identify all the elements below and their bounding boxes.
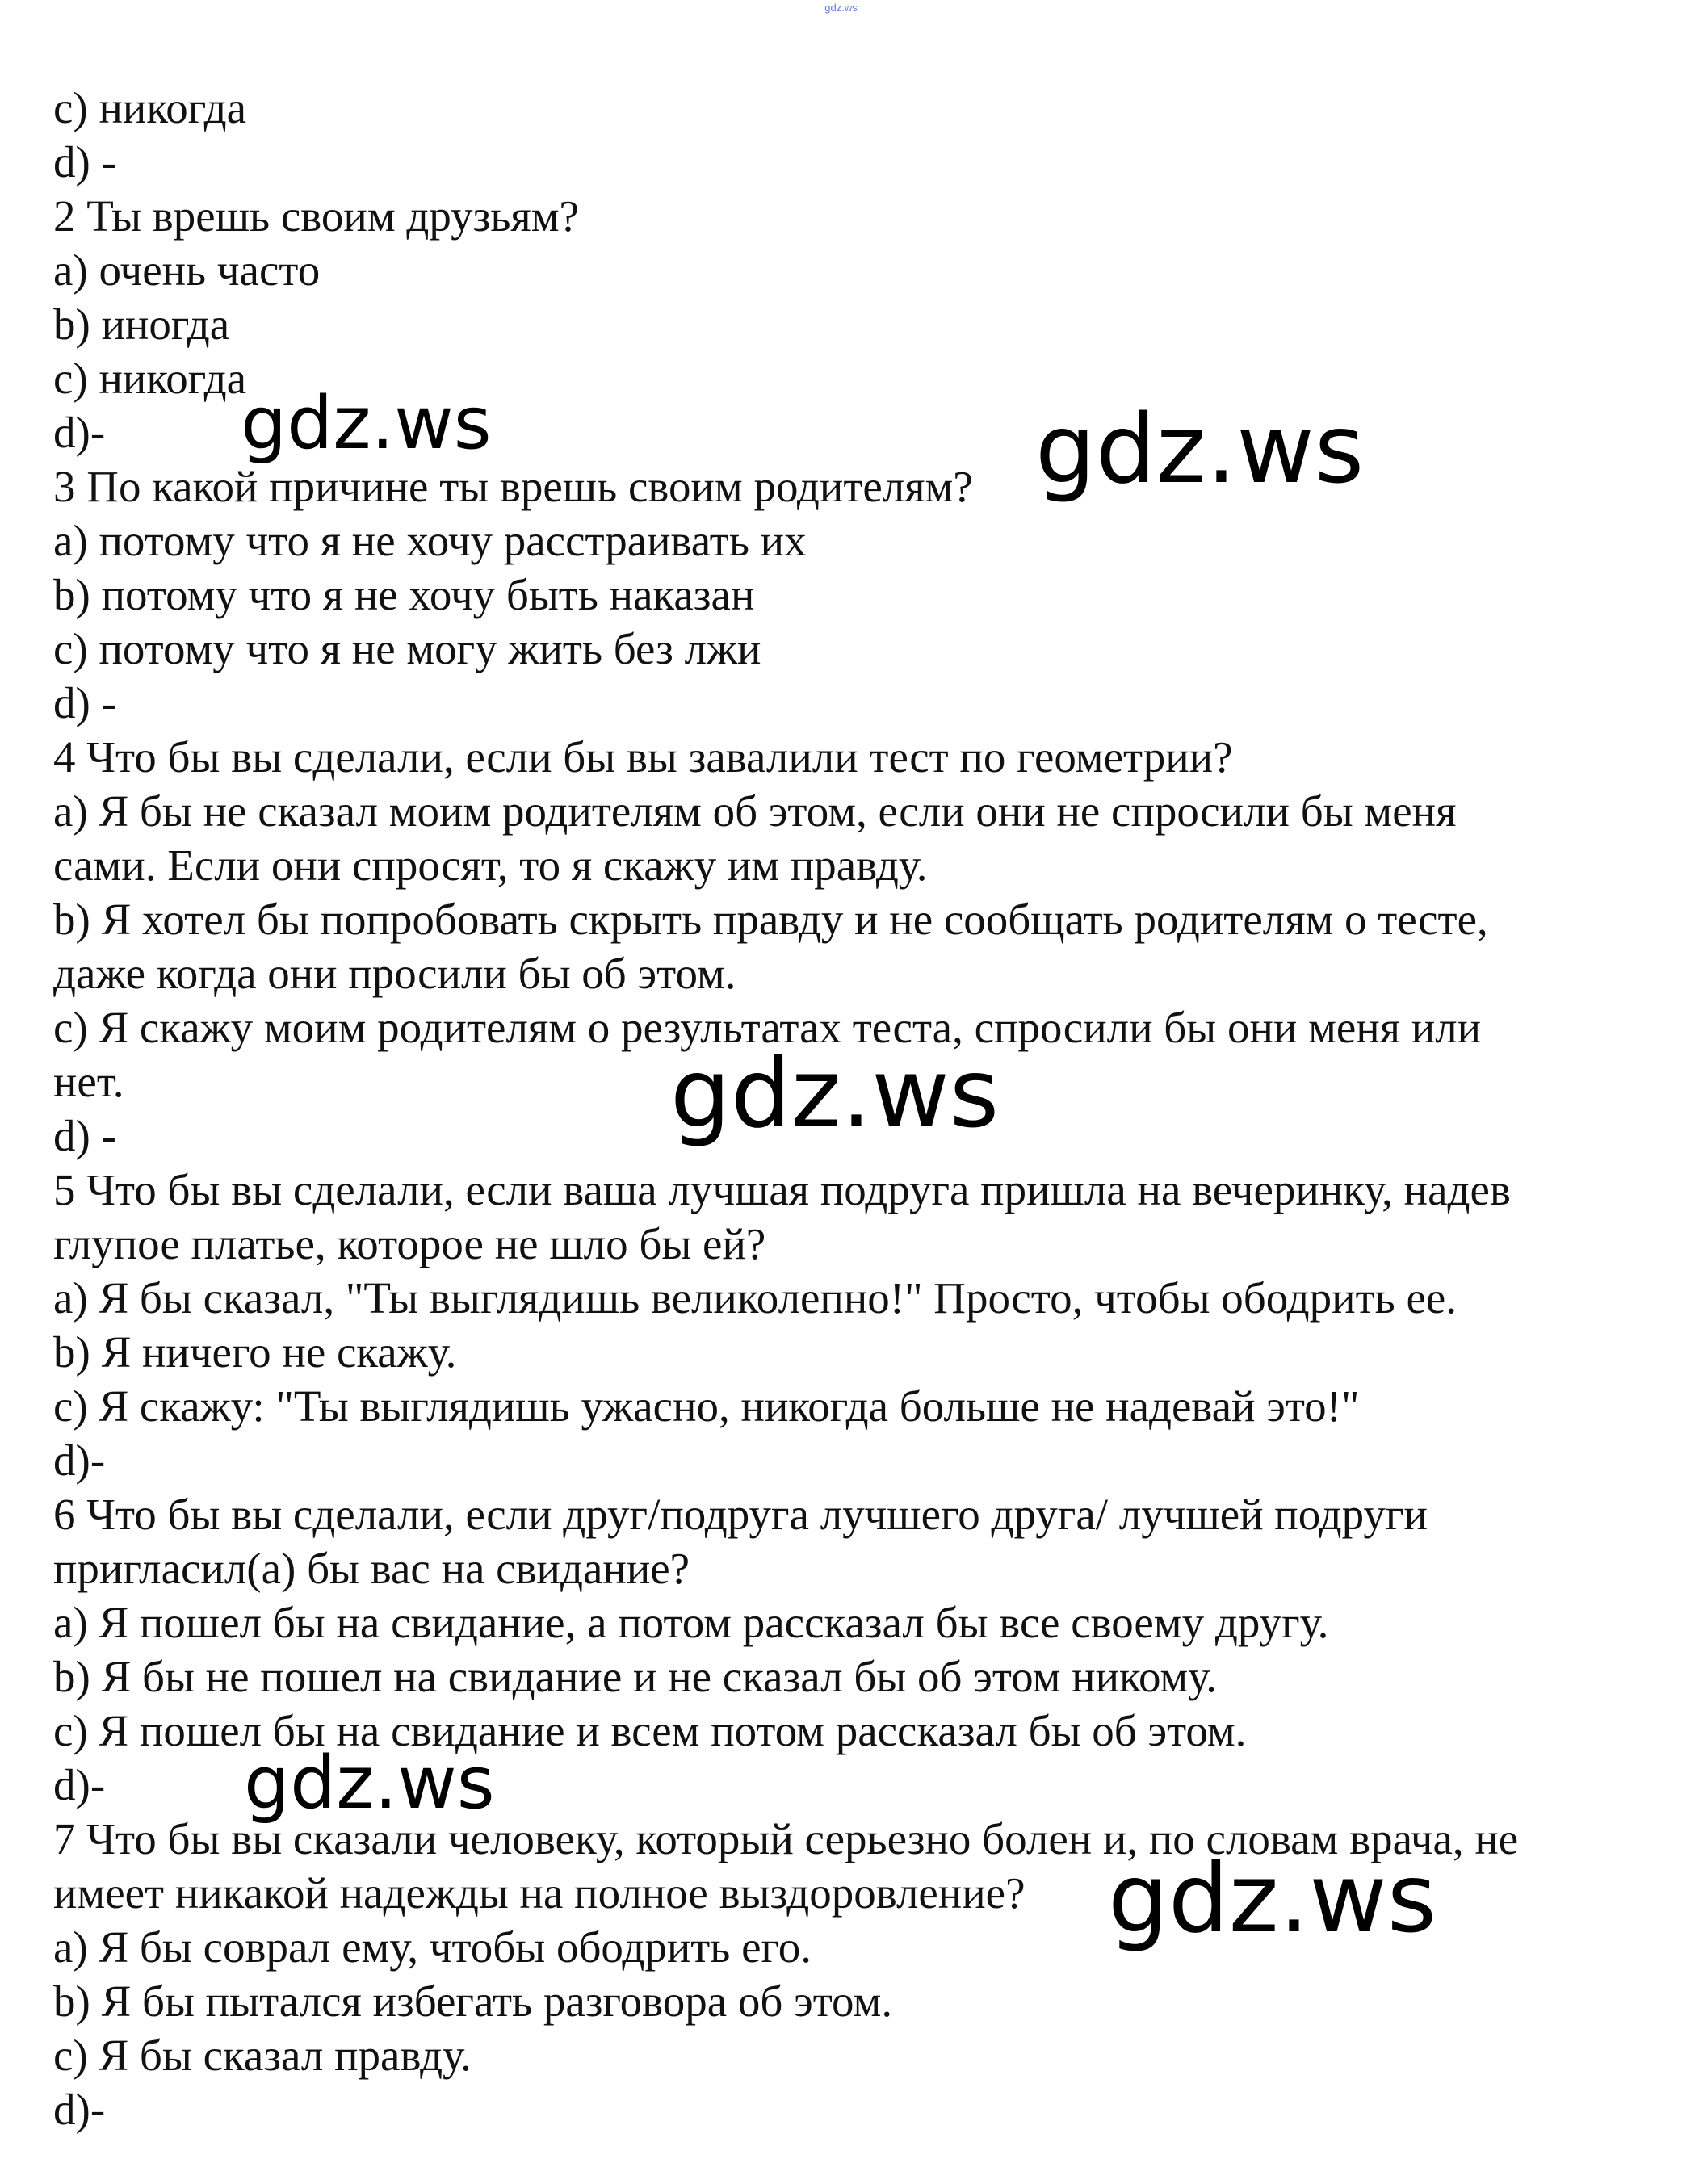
question-line: имеет никакой надежды на полное выздоровление?	[53, 1868, 1026, 1918]
answer-line: c) Я пошел бы на свидание и всем потом рассказал бы об этом.	[53, 1706, 1247, 1755]
watermark-logo: gdz.ws	[241, 381, 492, 466]
answer-line: a) очень часто	[53, 245, 321, 295]
question-line: 7 Что бы вы сказали человеку, который серьезно болен и, по словам врача, не	[53, 1814, 1519, 1863]
question-line: глупое платье, которое не шло бы ей?	[53, 1219, 766, 1268]
answer-line: b) потому что я не хочу быть наказан	[53, 570, 755, 619]
question-line: 6 Что бы вы сделали, если друг/подруга лучшего друга/ лучшей подруги	[53, 1490, 1428, 1539]
answer-line: d)-	[53, 408, 106, 457]
answer-line: c) Я бы сказал правду.	[53, 2031, 472, 2080]
answer-line: d)-	[53, 2085, 106, 2134]
answer-line: d)-	[53, 1436, 106, 1485]
answer-line: d) -	[53, 678, 116, 727]
answer-line: a) Я пошел бы на свидание, а потом рассказал бы все своему другу.	[53, 1598, 1329, 1647]
watermark-logo: gdz.ws	[1108, 1842, 1437, 1954]
answer-line: b) Я бы не пошел на свидание и не сказал бы об этом никому.	[53, 1652, 1217, 1701]
header-watermark: gdz.ws	[824, 2, 858, 14]
answer-line: c) никогда	[53, 354, 246, 403]
answer-line: b) Я ничего не скажу.	[53, 1327, 457, 1377]
answer-line: a) Я бы сказал, "Ты выглядишь великолепно!" Просто, чтобы ободрить ее.	[53, 1273, 1458, 1323]
answer-line: c) Я скажу: "Ты выглядишь ужасно, никогда больше не надевай это!"	[53, 1381, 1360, 1431]
question-line: 3 По какой причине ты врешь своим родителям?	[53, 462, 973, 511]
answer-line: b) Я бы пытался избегать разговора об этом.	[53, 1976, 893, 2026]
answer-line: d) -	[53, 1111, 116, 1160]
question-line: 2 Ты врешь своим друзьям?	[53, 191, 579, 241]
answer-line: c) потому что я не могу жить без лжи	[53, 624, 761, 673]
answer-line: c) Я скажу моим родителям о результатах теста, спросили бы они меня или	[53, 1003, 1482, 1052]
answer-line: нет.	[53, 1057, 124, 1106]
watermark-logo: gdz.ws	[1035, 393, 1365, 505]
answer-line: a) Я бы соврал ему, чтобы ободрить его.	[53, 1922, 812, 1972]
question-line: 5 Что бы вы сделали, если ваша лучшая подруга пришла на вечеринку, надев	[53, 1165, 1511, 1214]
answer-line: b) иногда	[53, 300, 230, 349]
question-line: пригласил(а) бы вас на свидание?	[53, 1544, 690, 1593]
watermark-logo: gdz.ws	[244, 1741, 495, 1826]
answer-line: a) потому что я не хочу расстраивать их	[53, 516, 807, 565]
watermark-logo: gdz.ws	[670, 1038, 1000, 1149]
answer-line: d)-	[53, 1760, 106, 1809]
text-line: c) никогда	[53, 83, 246, 132]
answer-line: сами. Если они спросят, то я скажу им правду.	[53, 840, 928, 890]
answer-line: даже когда они просили бы об этом.	[53, 949, 736, 998]
answer-line: a) Я бы не сказал моим родителям об этом, если они не спросили бы меня	[53, 786, 1457, 836]
answer-line: b) Я хотел бы попробовать скрыть правду и не сообщать родителям о тесте,	[53, 895, 1488, 944]
text-line: d) -	[53, 137, 116, 187]
question-line: 4 Что бы вы сделали, если бы вы завалили тест по геометрии?	[53, 732, 1233, 782]
